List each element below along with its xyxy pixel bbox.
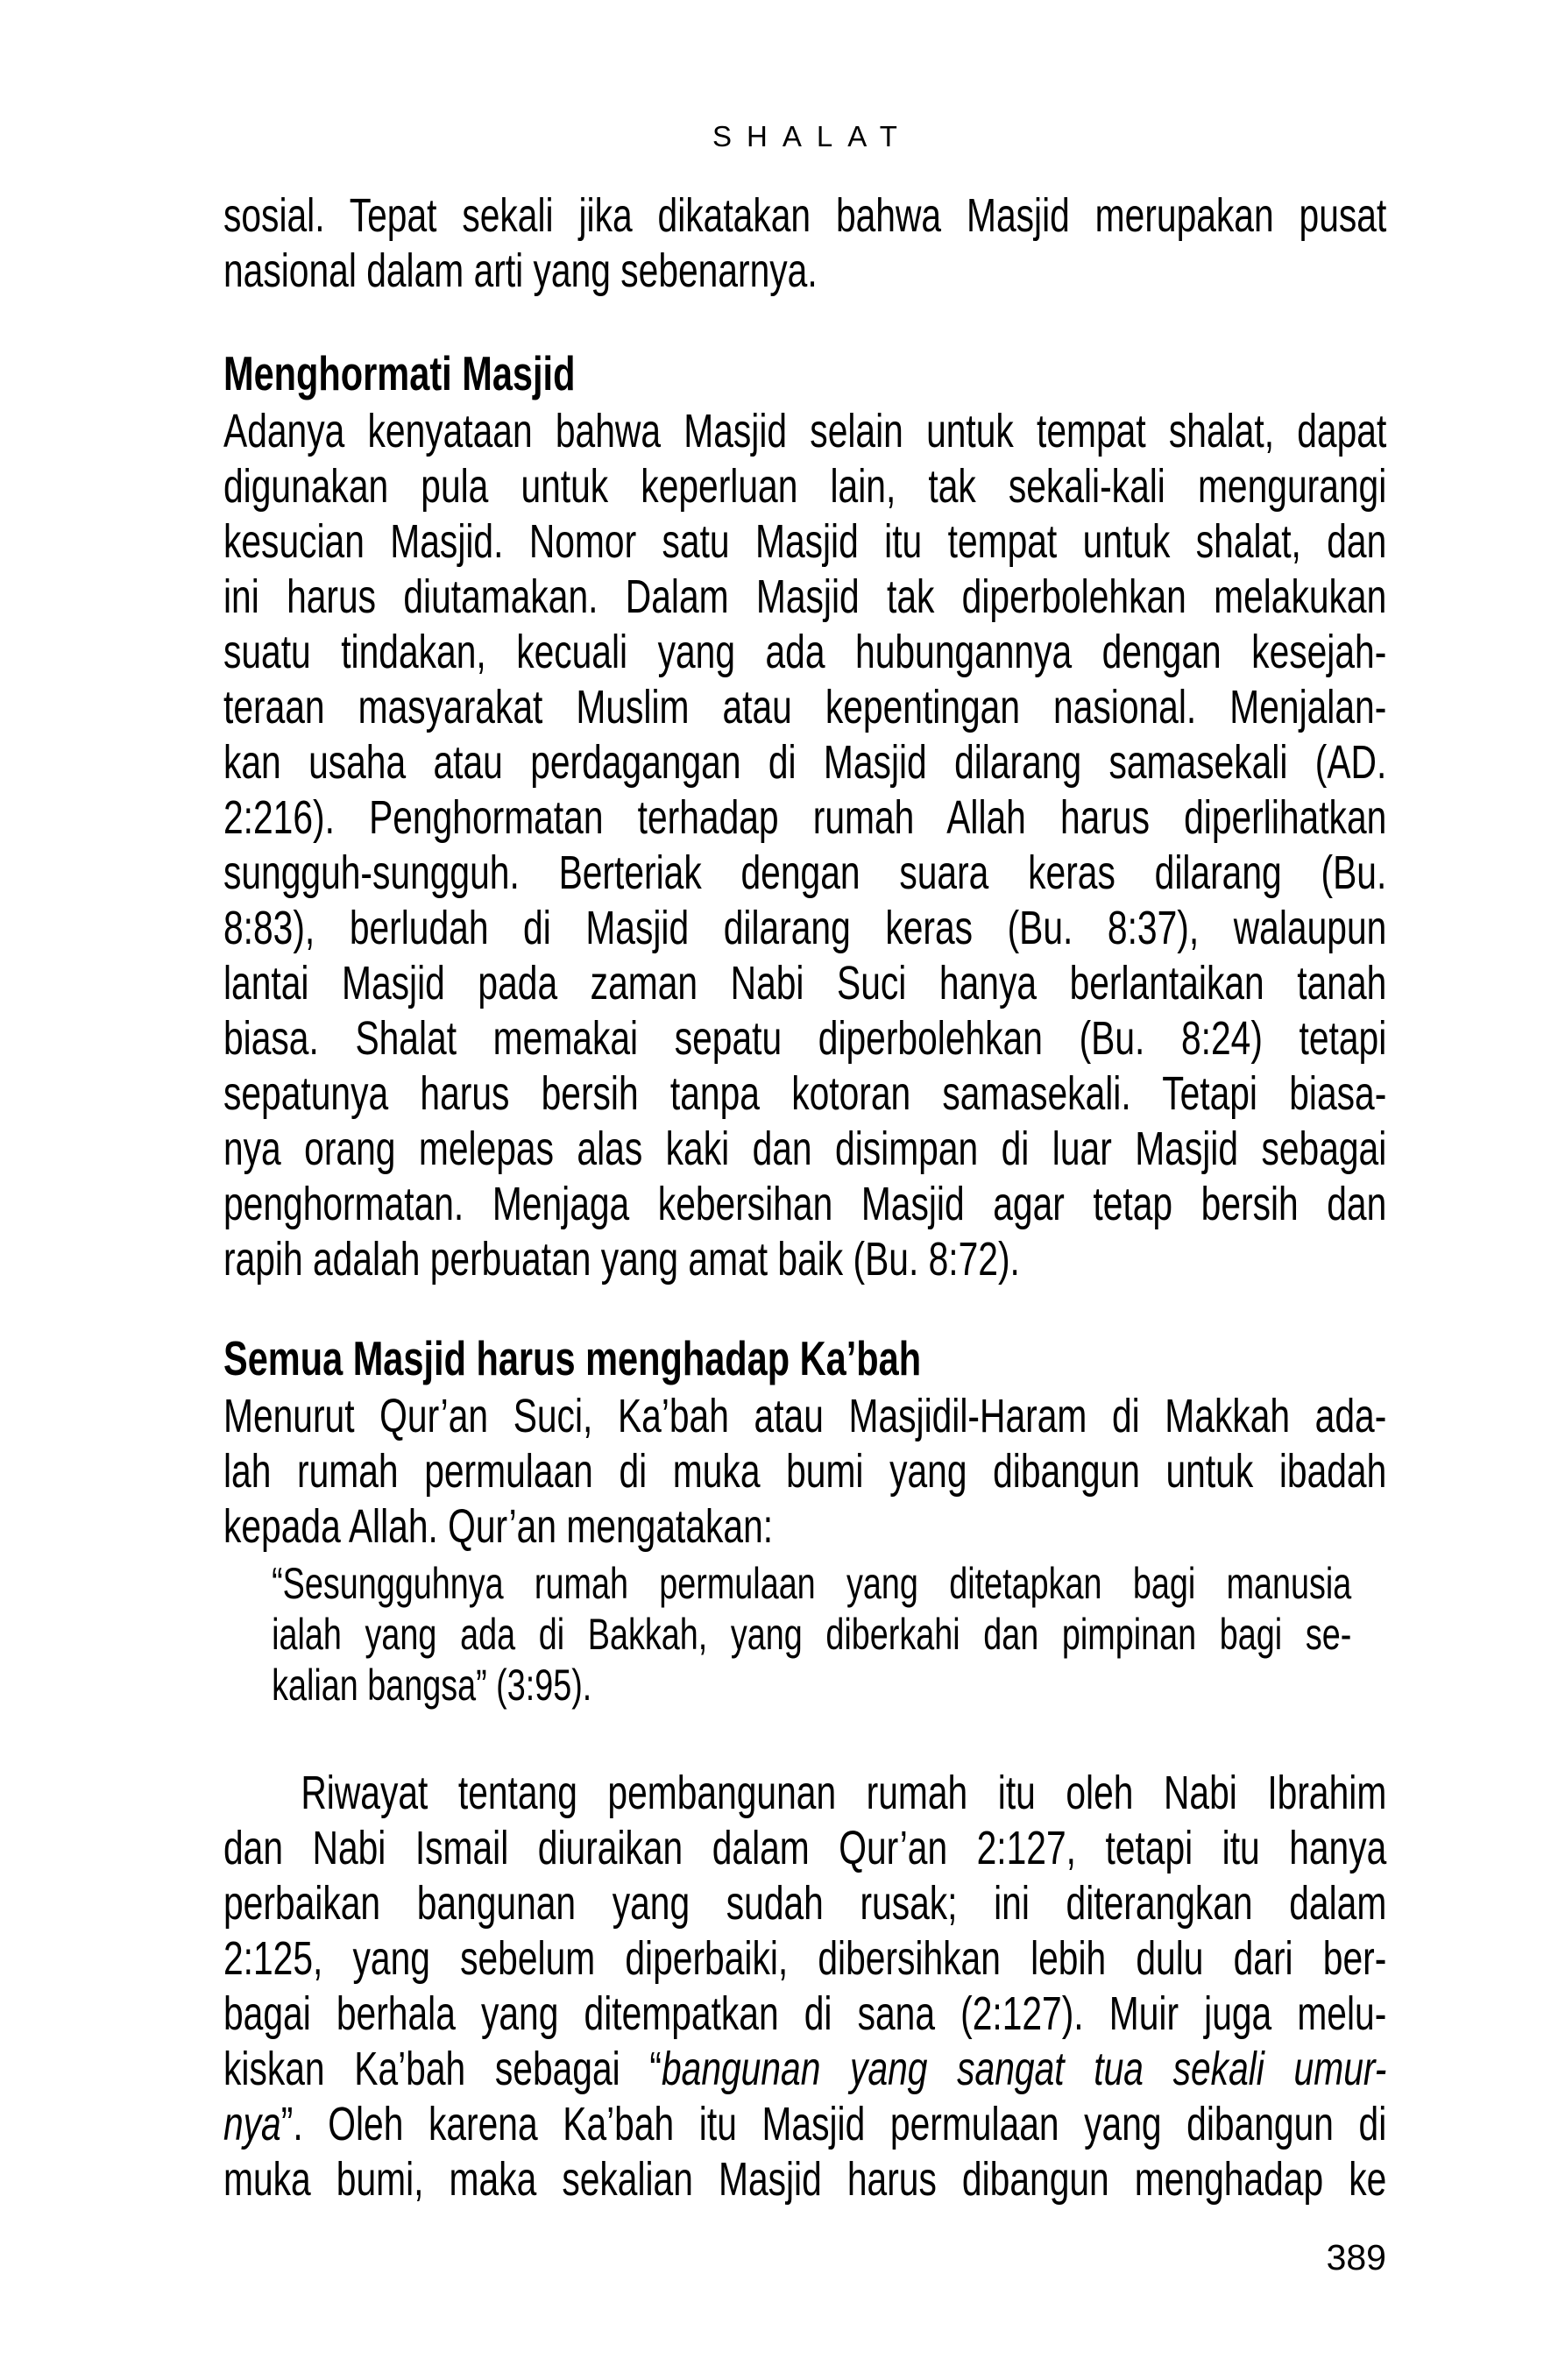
text-segment: kepada Allah. Qur’an mengatakan: (223, 1500, 774, 1553)
text-line (272, 1660, 1351, 1711)
text-segment: sepatunya harus bersih tanpa kotoran samasekali. Tetapi biasa- (223, 1067, 1387, 1120)
text-segment: lantai Masjid pada zaman Nabi Suci hanya berlantaikan tanah (223, 957, 1387, 1009)
text-line (223, 625, 1386, 680)
text-segment: ialah yang ada di Bakkah, yang diberkahi dan pimpinan bagi se- (272, 1610, 1352, 1659)
text-segment: suatu tindakan, kecuali yang ada hubungannya dengan kesejah- (223, 626, 1387, 678)
paragraph-riwayat (223, 1766, 1386, 2207)
text-line (223, 188, 1386, 244)
text-line (223, 680, 1386, 735)
quote-quran-3-95 (223, 1558, 1386, 1711)
text-line (223, 2097, 1386, 2152)
text-line (223, 570, 1386, 625)
text-line (272, 1558, 1351, 1609)
text-line (223, 1011, 1386, 1066)
text-line (223, 1389, 1386, 1444)
text-segment: perbaikan bangunan yang sudah rusak; ini diterangkan dalam (223, 1877, 1387, 1930)
text-line (223, 1444, 1386, 1499)
text-line (223, 846, 1386, 901)
text-line (223, 956, 1386, 1011)
text-line (223, 1122, 1386, 1177)
text-line (223, 1876, 1386, 1931)
text-segment: Menurut Qur’an Suci, Ka’bah atau Masjidil-Haram di Makkah ada- (223, 1390, 1387, 1442)
text-segment: Riwayat tentang pembangunan rumah itu oleh Nabi Ibrahim (301, 1767, 1387, 1819)
text-line (223, 459, 1386, 514)
text-line (223, 901, 1386, 956)
text-line (223, 1931, 1386, 1987)
text-line (223, 244, 1386, 299)
text-segment: “Sesungguhnya rumah permulaan yang ditetapkan bagi manusia (272, 1559, 1352, 1608)
text-segment: lah rumah permulaan di muka bumi yang dibangun untuk ibadah (223, 1445, 1387, 1498)
text-column (223, 0, 1386, 2380)
text-segment: kan usaha atau perdagangan di Masjid dilarang samasekali (AD. (223, 736, 1387, 789)
text-segment: 8:83), berludah di Masjid dilarang keras (Bu. 8:37), walaupun (223, 902, 1387, 954)
text-segment: kesucian Masjid. Nomor satu Masjid itu tempat untuk shalat, dan (223, 515, 1387, 568)
running-header: SHALAT (712, 120, 912, 152)
text-segment: 2:125, yang sebelum diperbaiki, dibersihkan lebih dulu dari ber- (223, 1932, 1387, 1985)
text-line (223, 1177, 1386, 1232)
text-line (223, 1232, 1386, 1287)
paragraph-continued (223, 188, 1386, 299)
text-segment: muka bumi, maka sekalian Masjid harus dibangun menghadap ke (223, 2153, 1387, 2206)
text-line (223, 1766, 1386, 1821)
text-segment: Adanya kenyataan bahwa Masjid selain untuk tempat shalat, dapat (223, 405, 1387, 457)
text-segment: dan Nabi Ismail diuraikan dalam Qur’an 2:127, tetapi itu hanya (223, 1822, 1387, 1874)
text-line (223, 2042, 1386, 2097)
text-line (223, 2152, 1386, 2207)
text-segment: 2:216). Penghormatan terhadap rumah Allah harus diperlihatkan (223, 791, 1387, 844)
text-segment: ”. Oleh karena Ka’bah itu Masjid permulaan yang dibangun di (280, 2098, 1387, 2150)
text-line (223, 790, 1386, 846)
text-line (223, 1499, 1386, 1555)
text-segment: sungguh-sungguh. Berteriak dengan suara keras dilarang (Bu. (223, 846, 1387, 899)
text-line (272, 1609, 1351, 1660)
text-segment: kiskan Ka’bah sebagai “ (223, 2043, 662, 2095)
text-segment: sosial. Tepat sekali jika dikatakan bahwa Masjid merupakan pusat (223, 189, 1387, 242)
text-segment: teraan masyarakat Muslim atau kepentingan nasional. Menjalan- (223, 681, 1387, 733)
text-line (223, 735, 1386, 790)
text-segment: bagai berhala yang ditempatkan di sana (2:127). Muir juga melu- (223, 1987, 1387, 2040)
text-segment: rapih adalah perbuatan yang amat baik (Bu. 8:72). (223, 1233, 1020, 1286)
text-segment: nya orang melepas alas kaki dan disimpan di luar Masjid sebagai (223, 1123, 1387, 1175)
text-segment: kalian bangsa” (3:95). (272, 1661, 592, 1710)
text-segment: nasional dalam arti yang sebenarnya. (223, 244, 818, 297)
text-line (223, 1987, 1386, 2042)
text-line (223, 404, 1386, 459)
text-segment: biasa. Shalat memakai sepatu diperbolehkan (Bu. 8:24) tetapi (223, 1012, 1387, 1065)
paragraph-kabah-intro (223, 1389, 1386, 1555)
italic-text-segment: bangunan yang sangat tua sekali umur- (661, 2043, 1387, 2095)
text-line (223, 1821, 1386, 1876)
text-line (223, 514, 1386, 570)
heading-menghormati-masjid: Menghormati Masjid (223, 346, 576, 400)
text-segment: penghormatan. Menjaga kebersihan Masjid agar tetap bersih dan (223, 1178, 1387, 1230)
text-segment: ini harus diutamakan. Dalam Masjid tak diperbolehkan melakukan (223, 570, 1387, 623)
text-line (223, 1066, 1386, 1122)
page-number: 389 (1326, 2237, 1386, 2277)
heading-semua-masjid: Semua Masjid harus menghadap Ka’bah (223, 1331, 922, 1385)
text-segment: digunakan pula untuk keperluan lain, tak sekali-kali mengurangi (223, 460, 1387, 513)
paragraph-menghormati (223, 404, 1386, 1287)
italic-text-segment: nya (223, 2098, 281, 2150)
